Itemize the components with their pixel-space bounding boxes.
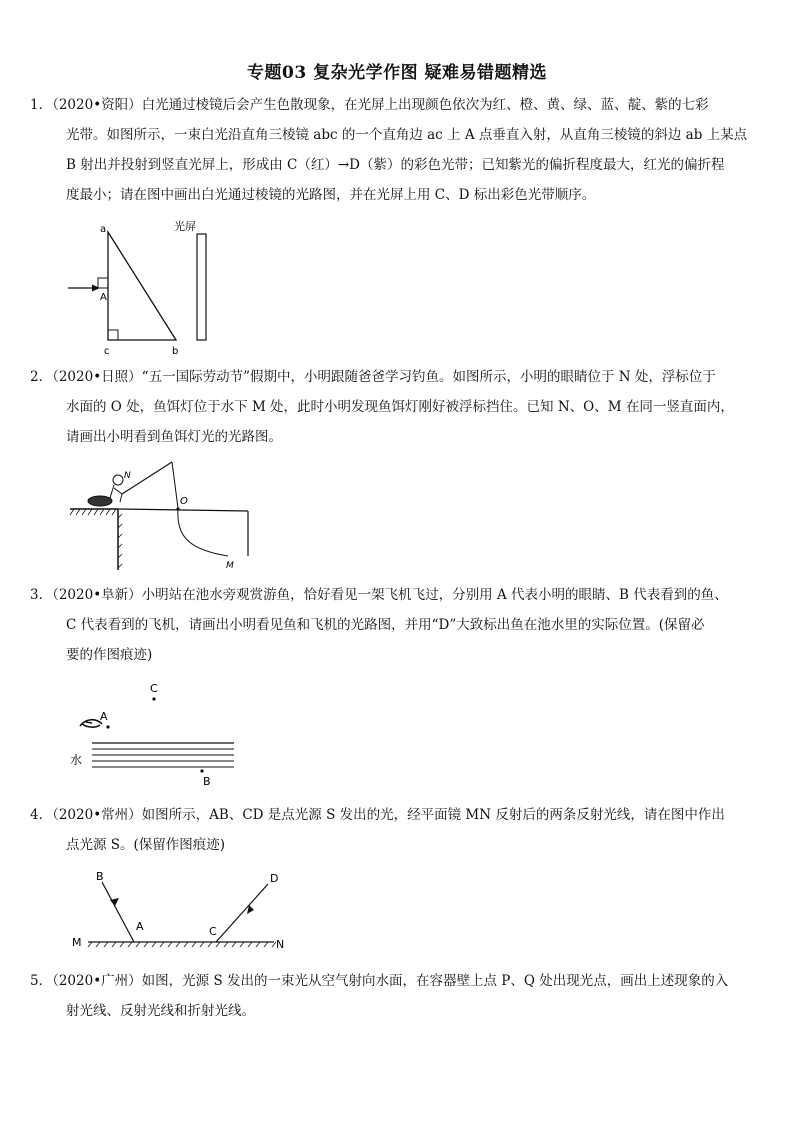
label-C: C (209, 925, 217, 938)
label-A: A (100, 292, 107, 303)
question-text-line: 光带。如图所示，一束白光沿直角三棱镜 abc 的一个直角边 ac 上 A 点垂直入射，从直角三棱镜的斜边 ab 上某点 (66, 127, 748, 143)
bobber (176, 507, 179, 510)
label-B: B (203, 775, 211, 788)
label-A: A (100, 710, 108, 723)
fishing-figure (66, 458, 256, 573)
underwater-line (178, 509, 228, 556)
fisherman-body (88, 496, 112, 506)
question-text-line: 度最小；请在图中画出白光通过棱镜的光路图，并在光屏上用 C、D 标出彩色光带顺序。 (66, 187, 596, 203)
water-label: 水 (70, 753, 83, 767)
point-C (152, 697, 155, 700)
label-O: O (180, 496, 188, 507)
question-text-line: （2020•资阳）白光通过棱镜后会产生色散现象，在光屏上出现颜色依次为红、橙、黄、绿、蓝、靛、紫的七彩 (52, 97, 709, 113)
question-number: 2． (30, 369, 53, 385)
label-M: M (226, 561, 234, 571)
question-text-line: 请画出小明看到鱼饵灯光的光路图。 (66, 429, 282, 445)
label-b: b (172, 346, 179, 357)
label-M: M (72, 936, 82, 949)
light-screen-figure (170, 218, 220, 348)
question-text-line: （2020•阜新）小明站在池水旁观赏游鱼，恰好看见一架飞机飞过，分别用 A 代表小明的眼睛、B 代表看到的鱼、 (52, 587, 728, 603)
question-text-line: 点光源 S。(保留作图痕迹) (66, 837, 226, 853)
label-a: a (100, 224, 107, 235)
mirror-figure (66, 866, 296, 961)
light-screen (197, 234, 206, 340)
question-number: 4． (30, 807, 53, 823)
mirror-hatch (88, 942, 276, 947)
label-c: c (104, 346, 110, 357)
pond-figure (66, 680, 246, 790)
prism-triangle (108, 232, 176, 340)
label-C: C (150, 682, 158, 695)
question-text-line: C 代表看到的飞机，请画出小明看见鱼和飞机的光路图，并用“D”大致标出鱼在池水里的实际位置。(保留必 (66, 617, 705, 633)
right-angle-mark-c (108, 330, 118, 340)
question-number: 5． (30, 973, 53, 989)
question-4 (30, 800, 760, 860)
point-B (200, 769, 203, 772)
question-number: 1． (30, 97, 53, 113)
eye-icon (80, 720, 102, 727)
fishing-line (172, 462, 178, 508)
label-N: N (124, 471, 131, 481)
question-text-line: 水面的 O 处，鱼饵灯位于水下 M 处，此时小明发现鱼饵灯刚好被浮标挡住。已知 N、O、M 在同一竖直面内， (66, 399, 734, 415)
question-text-line: （2020•常州）如图所示，AB、CD 是点光源 S 发出的光，经平面镜 MN 反射后的两条反射光线，请在图中作出 (52, 807, 725, 823)
question-text-line: （2020•广州）如图，光源 S 发出的一束光从空气射向水面，在容器壁上点 P、Q 处出现光点，画出上述现象的入 (52, 973, 729, 989)
ground-hatch (70, 509, 116, 515)
water-surface (118, 509, 248, 511)
incident-arrowhead (92, 285, 100, 292)
label-N: N (276, 938, 285, 951)
reflected-ray-AB (102, 882, 134, 942)
question-1 (30, 90, 760, 210)
reflected-ray-CD (216, 884, 268, 942)
label-A: A (136, 920, 144, 933)
question-text-line: 要的作图痕迹) (66, 647, 153, 663)
question-5 (30, 966, 760, 1026)
point-A (106, 725, 109, 728)
page-title: 专题03 复杂光学作图 疑难易错题精选 (247, 63, 547, 83)
right-angle-mark-A (98, 278, 108, 288)
question-number: 3． (30, 587, 53, 603)
question-3 (30, 580, 760, 670)
label-D: D (270, 872, 279, 885)
screen-label: 光屏 (174, 220, 196, 233)
question-text-line: B 射出并投射到竖直光屏上，形成由 C（红）→D（紫）的彩色光带；已知紫光的偏折程度最大，红光的偏折程 (66, 157, 725, 173)
question-text-line: （2020•日照）“五一国际劳动节”假期中，小明跟随爸爸学习钓鱼。如图所示，小明的眼睛位于 N 处，浮标位于 (52, 369, 716, 385)
label-B: B (96, 870, 104, 883)
question-text-line: 射光线、反射光线和折射光线。 (66, 1003, 255, 1019)
question-2 (30, 362, 760, 452)
fisherman-head (113, 475, 123, 485)
